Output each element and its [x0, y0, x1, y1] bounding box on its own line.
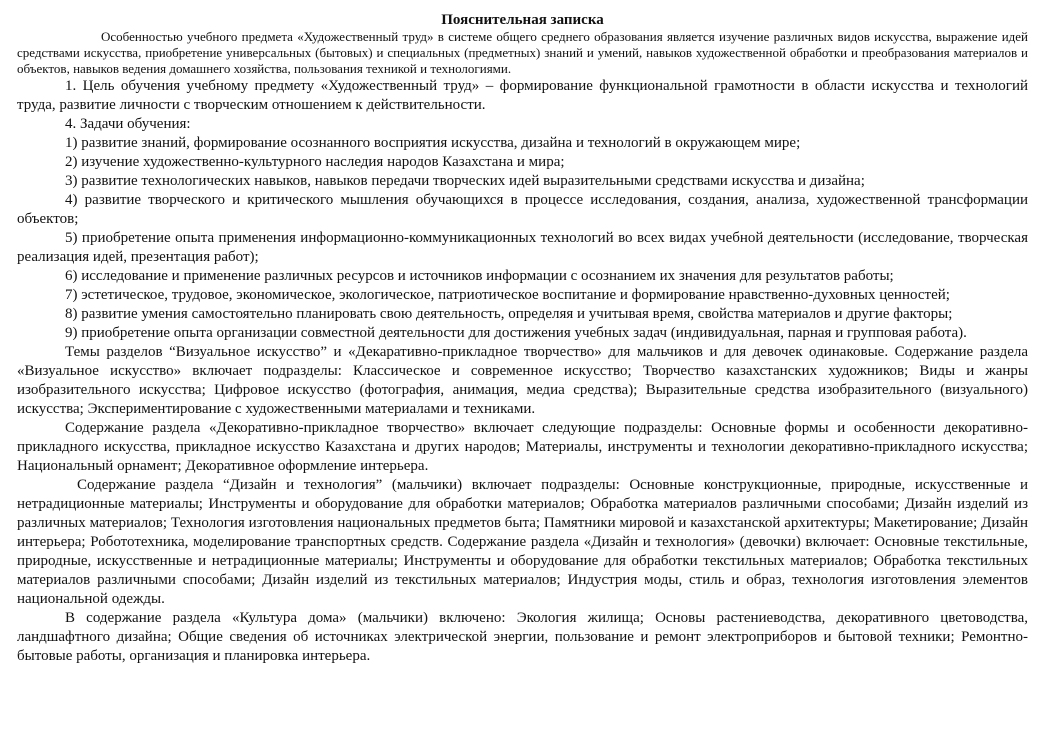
- task-item-7: 7) эстетическое, трудовое, экономическое, экологическое, патриотическое воспитание и формирование нравственно-духовных ценностей;: [65, 287, 950, 303]
- task-item-3: 3) развитие технологических навыков, навыков передачи творческих идей выразительными средствами искусства и дизайна;: [65, 173, 865, 189]
- document-title: Пояснительная записка: [441, 12, 604, 28]
- task-item-2: 2) изучение художественно-культурного наследия народов Казахстана и мира;: [65, 154, 565, 170]
- intro-paragraph: Особенностью учебного предмета «Художественный труд» в системе общего среднего образования является изучение различных видов искусства, выражение идей средствами искусства, приобретение универсальных (бытовых) и специальных (предметных) знаний и умений, навыков художественной обработки и преобразования материалов и объектов, навыков ведения домашнего хозяйства, пользования техникой и технологиями.: [17, 29, 1028, 76]
- task-item-9: 9) приобретение опыта организации совместной деятельности для достижения учебных задач (индивидуальная, парная и групповая работа).: [65, 325, 967, 341]
- task-item-5: 5) приобретение опыта применения информационно-коммуникационных технологий во всех видах учебной деятельности (исследование, творческая реализация идей, презентация работ);: [17, 230, 1028, 265]
- task-item-4: 4) развитие творческого и критического мышления обучающихся в процессе исследования, создания, анализа, художественной трансформации объектов;: [17, 192, 1028, 227]
- task-item-8: 8) развитие умения самостоятельно планировать свою деятельность, определяя и учитывая время, свойства материалов и другие факторы;: [65, 306, 953, 322]
- goal-paragraph: 1. Цель обучения учебному предмету «Художественный труд» – формирование функциональной грамотности в области искусства и технологий труда, развитие личности с творческим отношением к действительности.: [17, 78, 1028, 113]
- design-paragraph: Содержание раздела “Дизайн и технология” (мальчики) включает подразделы: Основные конструкционные, природные, искусственные и нетрадиционные материалы; Инструменты и оборудование для обработки материалов; Обработка материалов различными способами; Дизайн изделий из различных материалов; Технология изготовления национальных предметов быта; Памятники мировой и казахстанской архитектуры; Макетирование; Дизайн интерьера; Робототехника, моделирование транспортных средств. Содержание раздела «Дизайн и технология» (девочки) включает: Основные текстильные, природные, искусственные и нетрадиционные материалы; Инструменты и оборудование для обработки текстильных материалов; Обработка текстильных материалов различными способами; Дизайн изделий из текстильных материалов; Индустрия моды, стиль и образ, технология изготовления элементов национальной одежды.: [17, 477, 1028, 607]
- decorative-paragraph: Содержание раздела «Декоративно-прикладное творчество» включает следующие подразделы: Основные формы и особенности декоративно- прикладного искусства, прикладное искусство Казахстана и других народов; Материалы, инструменты и технологии декоративно-прикладного искусства; Национальный орнамент; Декоративное оформление интерьера.: [17, 420, 1028, 474]
- tasks-heading: 4. Задачи обучения:: [65, 116, 191, 132]
- themes-paragraph: Темы разделов “Визуальное искусство” и «Декаративно-прикладное творчество» для мальчиков и для девочек одинаковые. Содержание раздела «Визуальное искусство» включает подразделы: Классическое и современное искусство; Творчество казахстанских художников; Виды и жанры изобразительного искусства; Цифровое искусство (фотография, анимация, медиа средства); Выразительные средства изобразительного (визуального) искусства; Экспериментирование с художественными материалами и техниками.: [17, 344, 1028, 417]
- home-culture-paragraph: В содержание раздела «Культура дома» (мальчики) включено: Экология жилища; Основы растениеводства, декоративного цветоводства, ландшафтного дизайна; Общие сведения об источниках электрической энергии, пользование и ремонт электроприборов и бытовой техники; Ремонтно-бытовые работы, организация и планировка интерьера.: [17, 610, 1028, 664]
- task-item-1: 1) развитие знаний, формирование осознанного восприятия искусства, дизайна и технологий в окружающем мире;: [65, 135, 801, 151]
- task-item-6: 6) исследование и применение различных ресурсов и источников информации с осознанием их значения для результатов работы;: [65, 268, 894, 284]
